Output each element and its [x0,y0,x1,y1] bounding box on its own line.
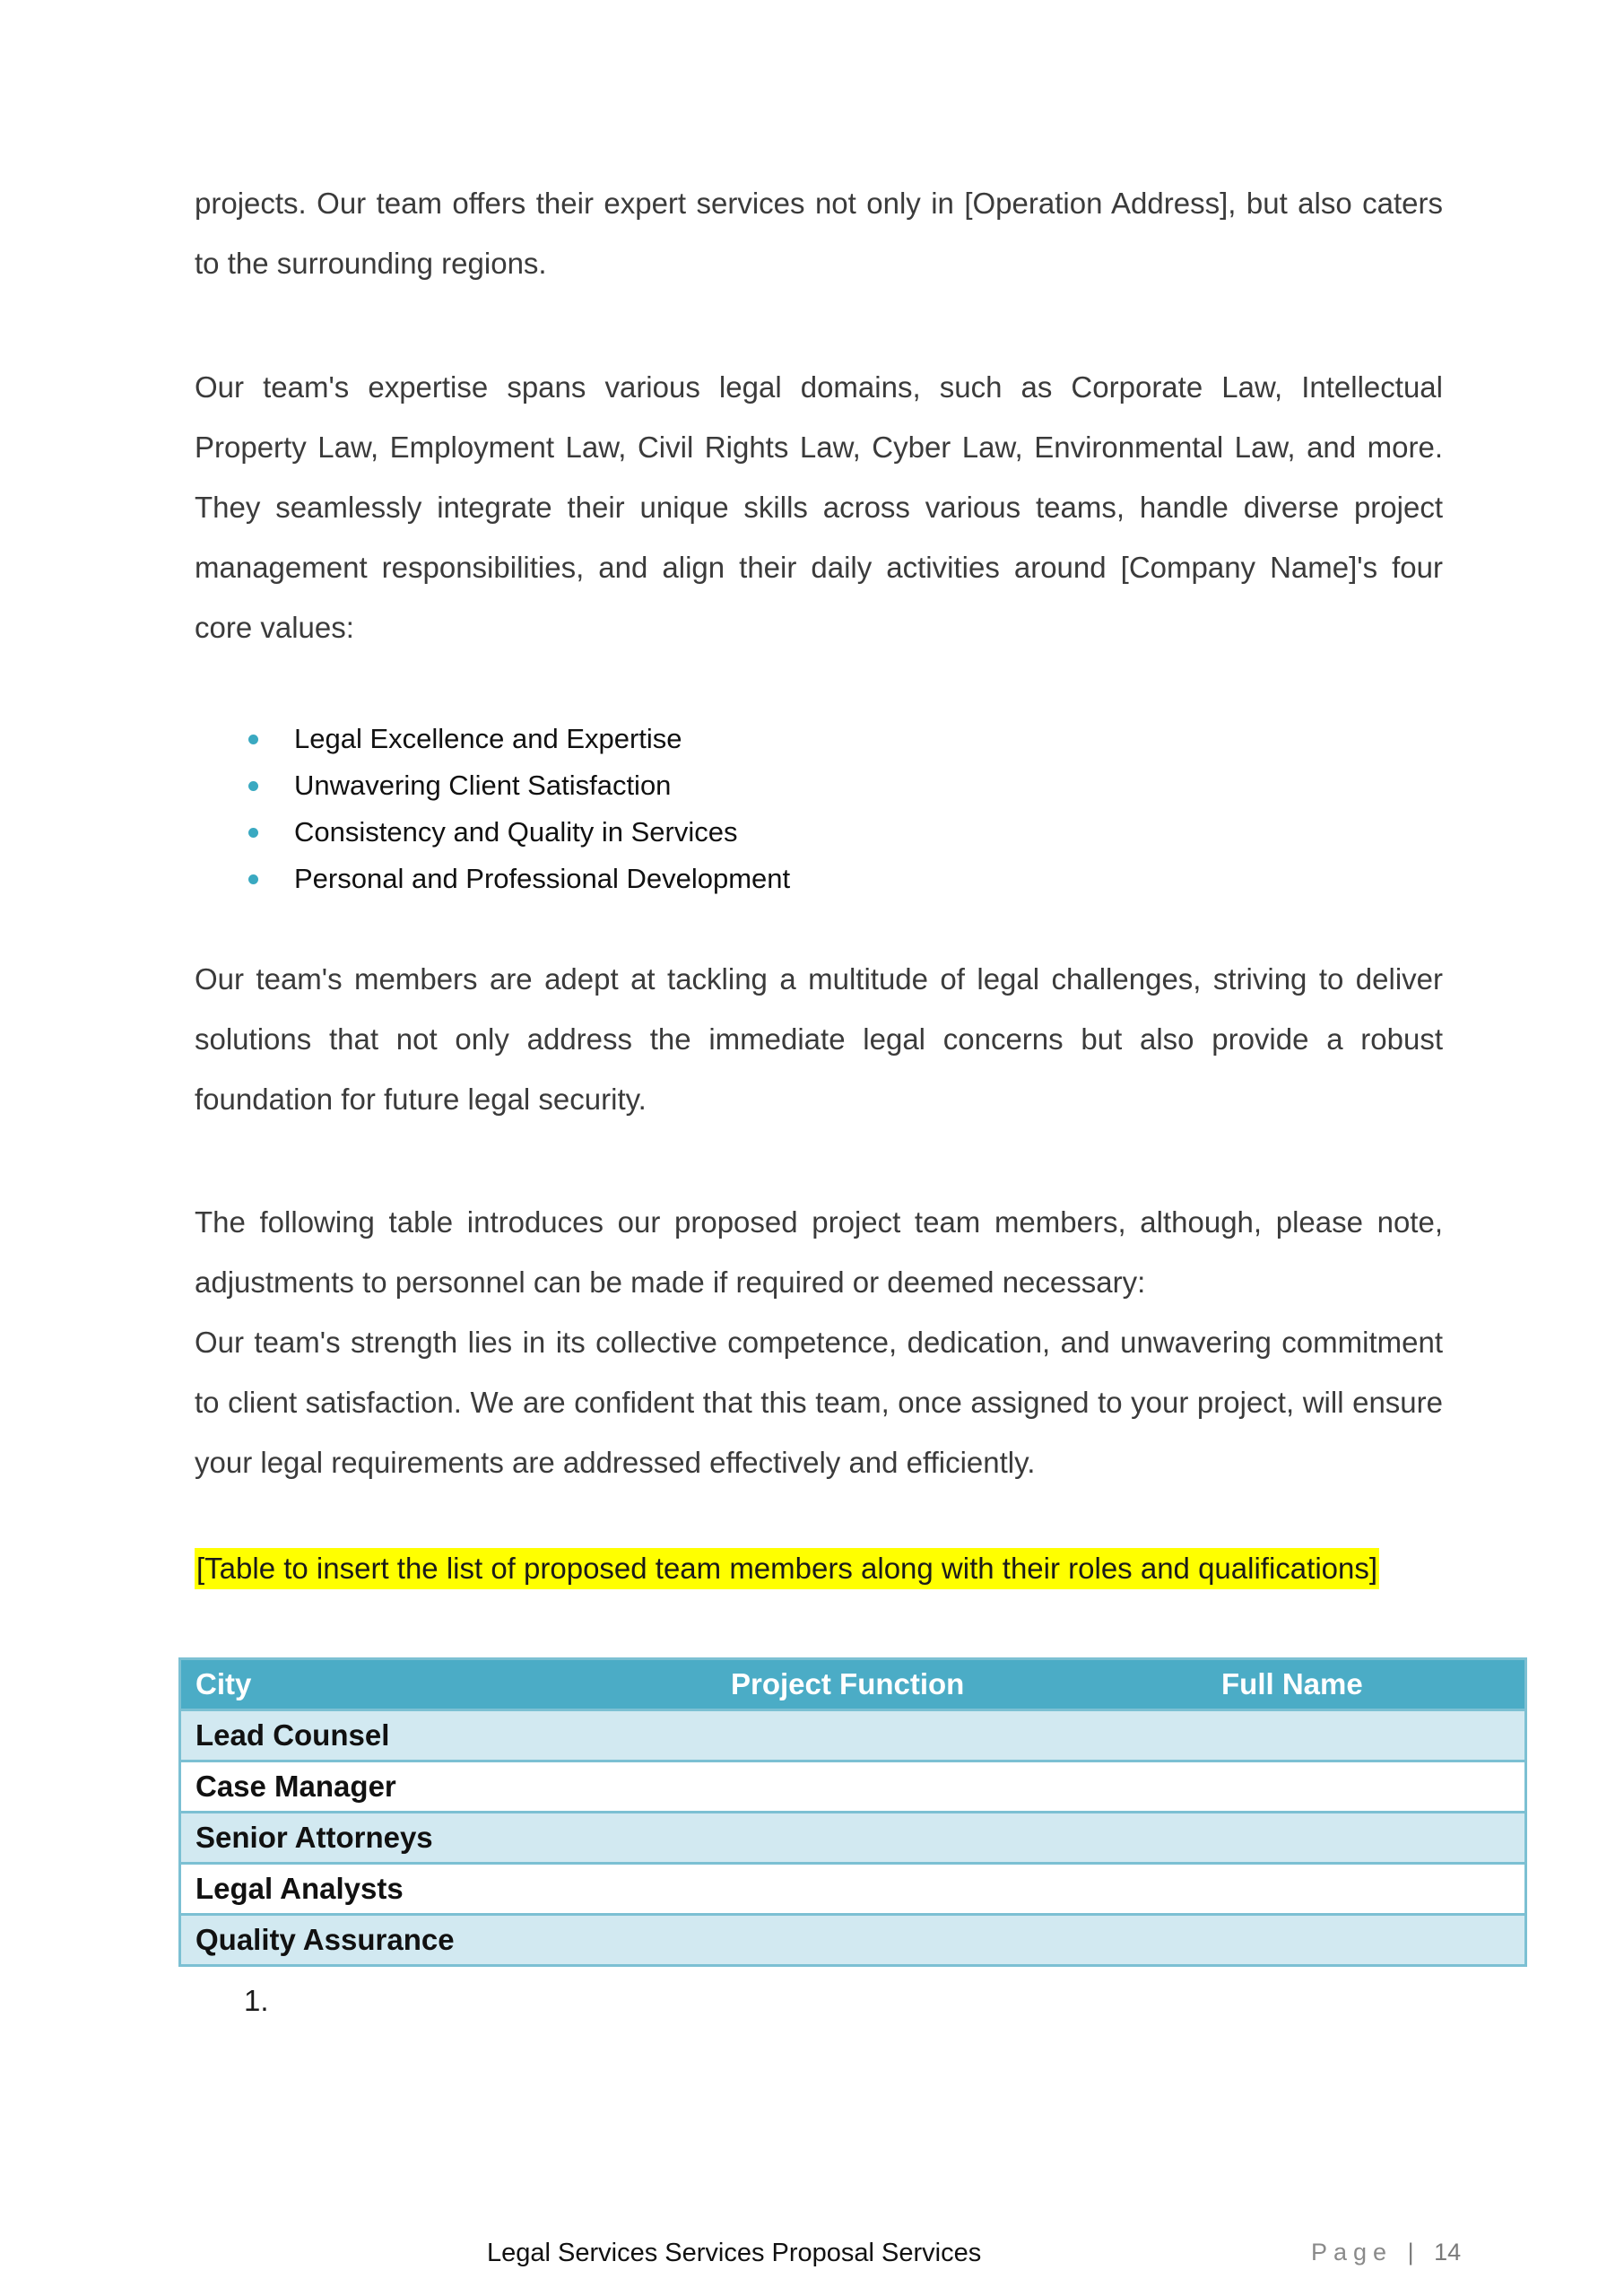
paragraph-team-strength: Our team's strength lies in its collective competence, dedication, and unwavering commitment to client satisfaction. We are confident that this team, once assigned to your project, will ensure your legal requirements are addressed effectively and efficiently. [195,1326,1443,1479]
numbered-list-marker: 1. [244,1984,269,2017]
table-cell-city: Legal Analysts [180,1864,717,1915]
table-cell-full-name [1207,1710,1526,1761]
core-value-label: Consistency and Quality in Services [294,816,738,848]
core-value-item [195,856,790,902]
bullet-icon [248,874,258,884]
column-header-city: City [180,1659,717,1710]
table-cell-project-function [716,1813,1207,1864]
bullet-icon [248,781,258,791]
team-members-table [178,1657,1527,1967]
table-cell-full-name [1207,1813,1526,1864]
core-values-list [195,716,790,902]
table-cell-project-function [716,1761,1207,1813]
paragraph-table-intro: The following table introduces our proposed project team members, although, please note, adjustments to personnel can be made if required or deemed necessary: [195,1205,1443,1299]
page-separator: | [1407,2239,1414,2266]
core-value-item [195,716,790,762]
footer-document-title: Legal Services Services Proposal Services [487,2239,982,2267]
table-row [180,1761,1526,1813]
table-row [180,1813,1526,1864]
table-row [180,1710,1526,1761]
paragraph-expertise: Our team's expertise spans various legal domains, such as Corporate Law, Intellectual Property Law, Employment Law, Civil Rights Law, Cyber Law, Environmental Law, and more. They seamlessly integrate their unique skills across various teams, handle diverse project management responsibilities, and align their daily activities around [Company Name]'s four core values: [195,370,1443,644]
bullet-icon [248,828,258,838]
core-value-label: Unwavering Client Satisfaction [294,770,672,801]
column-header-full-name: Full Name [1207,1659,1526,1710]
table-cell-city: Quality Assurance [180,1915,717,1966]
table-row [180,1864,1526,1915]
table-row [180,1915,1526,1966]
table-cell-city: Lead Counsel [180,1710,717,1761]
table-cell-city: Senior Attorneys [180,1813,717,1864]
table-cell-project-function [716,1864,1207,1915]
core-value-label: Legal Excellence and Expertise [294,723,682,754]
paragraph-team-members: Our team's members are adept at tackling a multitude of legal challenges, striving to deliver solutions that not only address the immediate legal concerns but also provide a robust foundation for future legal security. [195,962,1443,1116]
table-header-row [180,1659,1526,1710]
page-number: 14 [1434,2239,1462,2266]
core-value-label: Personal and Professional Development [294,863,791,894]
core-value-item [195,809,790,856]
core-value-item [195,762,790,809]
table-cell-full-name [1207,1761,1526,1813]
bullet-icon [248,735,258,744]
table-cell-full-name [1207,1864,1526,1915]
page-label: Page [1311,2239,1394,2266]
table-cell-project-function [716,1915,1207,1966]
paragraph-operation-address: projects. Our team offers their expert services not only in [Operation Address], but also caters to the surrounding regions. [195,187,1443,280]
table-cell-project-function [716,1710,1207,1761]
table-cell-city: Case Manager [180,1761,717,1813]
highlighted-placeholder-note: [Table to insert the list of proposed team members along with their roles and qualifications] [195,1548,1379,1589]
column-header-project-function: Project Function [716,1659,1207,1710]
footer-page-number [1311,2239,1461,2266]
table-cell-full-name [1207,1915,1526,1966]
